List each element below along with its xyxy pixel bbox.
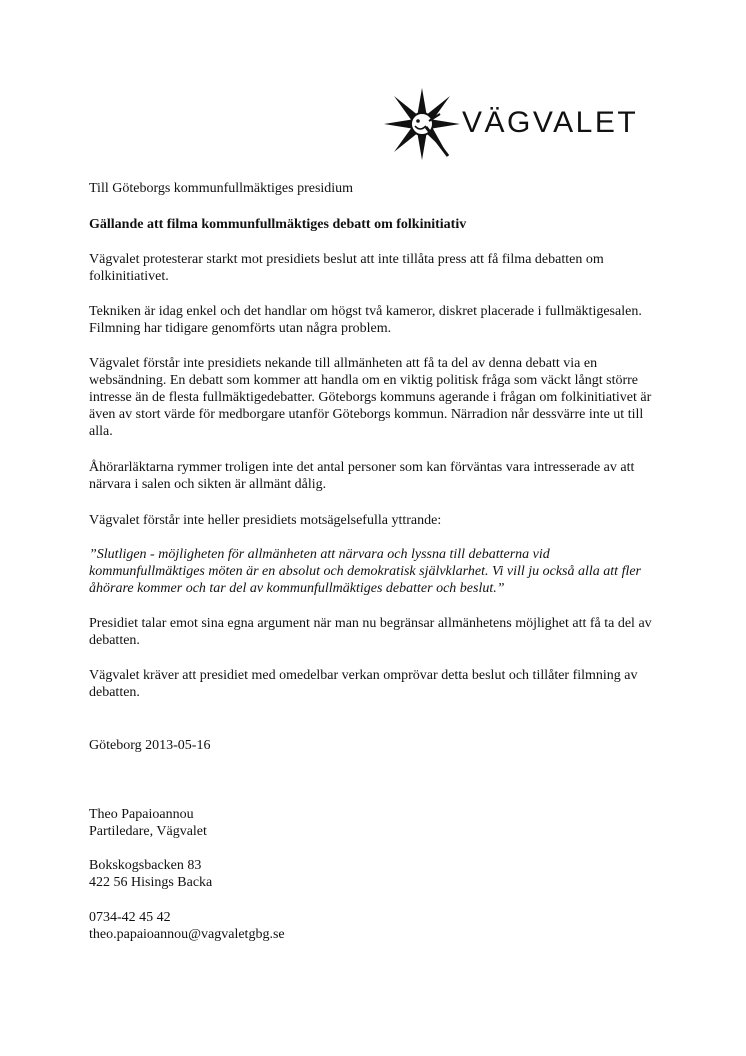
paragraph: Vägvalet förstår inte heller presidiets motsägelsefulla yttrande: <box>89 513 442 528</box>
paragraph: Presidiet talar emot sina egna argument när man nu begränsar allmänhetens möjlighet att få ta del av debatten. <box>89 616 652 648</box>
phone-number: 0734-42 45 42 <box>89 910 171 925</box>
quoted-statement: ”Slutligen - möjligheten för allmänheten att närvara och lyssna till debatterna vid kommunfullmäktiges möten är en absolut och demokratisk självklarhet. Vi vill ju också alla att fler åhörare kommer och tar del av kommunfullmäktiges debatter och beslut.” <box>89 547 642 596</box>
address-line: 422 56 Hisings Backa <box>89 875 213 890</box>
vagvalet-logo <box>382 86 662 162</box>
signer-name: Theo Papaioannou <box>89 807 194 822</box>
paragraph: Åhörarläktarna rymmer troligen inte det antal personer som kan förväntas vara intresserade av att närvara i salen och sikten är allmänt dålig. <box>89 460 635 492</box>
letter-subject: Gällande att filma kommunfullmäktiges debatt om folkinitiativ <box>89 217 467 232</box>
compass-star-icon <box>382 86 462 162</box>
letter-recipient: Till Göteborgs kommunfullmäktiges presidium <box>89 181 354 196</box>
email-address: theo.papaioannou@vagvaletgbg.se <box>89 927 285 942</box>
signer-title: Partiledare, Vägvalet <box>89 824 207 839</box>
paragraph: Vägvalet kräver att presidiet med omedelbar verkan omprövar detta beslut och tillåter filmning av debatten. <box>89 668 638 700</box>
address-line: Bokskogsbacken 83 <box>89 858 202 873</box>
paragraph: Tekniken är idag enkel och det handlar om högst två kameror, diskret placerade i fullmäktigesalen. Filmning har tidigare genomförts utan några problem. <box>89 304 642 336</box>
logo-wordmark: VÄGVALET <box>462 106 639 139</box>
dateline: Göteborg 2013-05-16 <box>89 738 211 753</box>
paragraph: Vägvalet förstår inte presidiets nekande till allmänheten att få ta del av denna debatt via en websändning. En debatt som kommer att handla om en viktig politisk fråga som väckt långt större intresse än de flesta fullmäktigedebatter. Göteborgs kommuns agerande i frågan om folkinitiativet är även av stort värde för medborgare utanför Göteborgs kommun. Närradion når dessvärre inte ut till alla. <box>89 356 652 439</box>
paragraph: Vägvalet protesterar starkt mot presidiets beslut att inte tillåta press att få filma debatten om folkinitiativet. <box>89 252 604 284</box>
